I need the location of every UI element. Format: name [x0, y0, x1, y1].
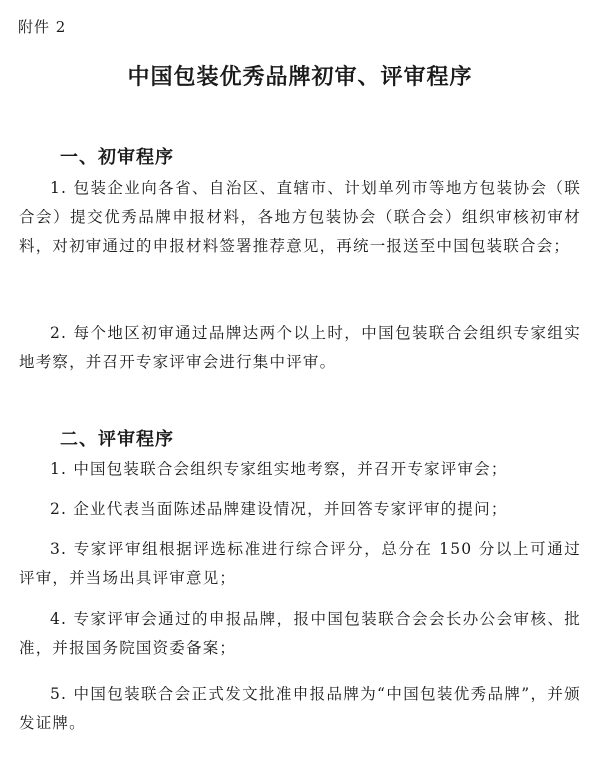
- paragraph: 3. 专家评审组根据评选标准进行综合评分，总分在 150 分以上可通过评审，并当场出具评审意见；: [19, 540, 581, 587]
- attachment-label: 附件 2: [18, 18, 67, 36]
- paragraph: 4. 专家评审会通过的申报品牌，报中国包装联合会会长办公会审核、批准，并报国务院国资委备案；: [19, 610, 581, 657]
- paragraph: 1. 中国包装联合会组织专家组实地考察，并召开专家评审会；: [50, 460, 508, 478]
- document-title: 中国包装优秀品牌初审、评审程序: [127, 65, 473, 90]
- section-heading-preliminary-review: 一、初审程序: [60, 147, 174, 168]
- section-heading-final-review: 二、评审程序: [60, 429, 174, 450]
- paragraph: 5. 中国包装联合会正式发文批准申报品牌为“中国包装优秀品牌”，并颁发证牌。: [19, 685, 581, 732]
- paragraph: 2. 每个地区初审通过品牌达两个以上时，中国包装联合会组织专家组实地考察，并召开专家评审会进行集中评审。: [19, 324, 581, 371]
- paragraph: 2. 企业代表当面陈述品牌建设情况，并回答专家评审的提问；: [50, 500, 508, 518]
- paragraph: 1. 包装企业向各省、自治区、直辖市、计划单列市等地方包装协会（联合会）提交优秀品牌申报材料，各地方包装协会（联合会）组织审核初审材料，对初审通过的申报材料签署推荐意见，再统一报送至中国包装联合会；: [19, 179, 581, 255]
